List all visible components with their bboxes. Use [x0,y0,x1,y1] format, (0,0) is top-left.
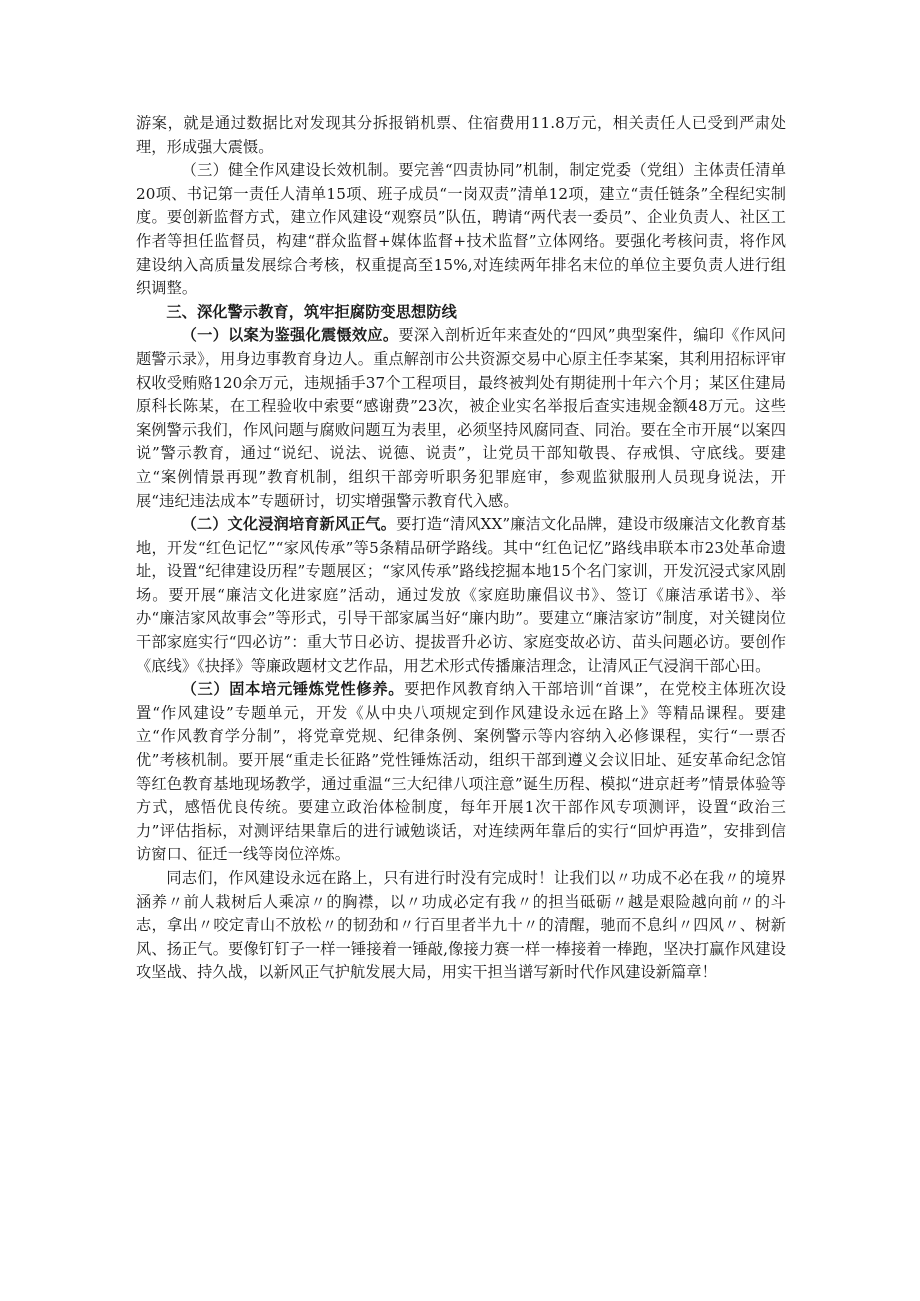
paragraph-2-3: （三）健全作风建设长效机制。要完善“四责协同”机制，制定党委（党组）主体责任清单20项、书记第一责任人清单15项、班子成员“一岗双责”清单12项，建立“责任链条”全程纪实制度。要创新监督方式，建立作风建设“观察员”队伍，聘请“两代表一委员”、企业负责人、社区工作者等担任监督员，构建“群众监督+媒体监督+技术监督”立体网络。要强化考核问责，将作风建设纳入高质量发展综合考核，权重提高至15%,对连续两年排名末位的单位主要负责人进行组织调整。 [136,161,786,298]
paragraph-3-1 [136,324,786,513]
section-3-heading: 三、深化警示教育，筑牢拒腐防变思想防线 [166,302,457,321]
paragraph-3-3 [136,678,786,867]
paragraph-3-2-body: 要打造“清风XX”廉洁文化品牌，建设市级廉洁文化教育基地，开发“红色记忆”“家风传承”等5条精品研学路线。其中“红色记忆”路线串联本市23处革命遗址，设置“纪律建设历程”专题展区；“家风传承”路线挖掘本地15个名门家训，开发沉浸式家风剧场。要开展“廉洁文化进家庭”活动，通过发放《家庭助廉倡议书》、签订《廉洁承诺书》、举办“廉洁家风故事会”等形式，引导干部家属当好“廉内助”。要建立“廉洁家访”制度，对关键岗位干部家庭实行“四必访”：重大节日必访、提拔晋升必访、家庭变故必访、苗头问题必访。要创作《底线》《抉择》等廉政题材文艺作品，用艺术形式传播廉洁理念，让清风正气浸润干部心田。 [136,515,786,675]
document-page [136,112,786,985]
paragraph-3-1-body: 要深入剖析近年来查处的“四风”典型案件，编印《作风问题警示录》，用身边事教育身边人。重点解剖市公共资源交易中心原主任李某案，其利用招标评审权收受贿赂120余万元，违规插手37个工程项目，最终被判处有期徒刑十年六个月；某区住建局原科长陈某，在工程验收中索要“感谢费”23次，被企业实名举报后查实违规金额48万元。这些案例警示我们，作风问题与腐败问题互为表里，必须坚持风腐同查、同治。要在全市开展“以案四说”警示教育，通过“说纪、说法、说德、说责”，让党员干部知敬畏、存戒惧、守底线。要建立“案例情景再现”教育机制，组织干部旁听职务犯罪庭审，参观监狱服刑人员现身说法，开展“违纪违法成本”专题研讨，切实增强警示教育代入感。 [136,326,786,510]
paragraph-3-3-body: 要把作风教育纳入干部培训“首课”，在党校主体班次设置“作风建设”专题单元，开发《从中央八项规定到作风建设永远在路上》等精品课程。要建立“作风教育学分制”，将党章党规、纪律条例、案例警示等内容纳入必修课程，实行“一票否优”考核机制。要开展“重走长征路”党性锤炼活动，组织干部到遵义会议旧址、延安革命纪念馆等红色教育基地现场教学，通过重温“三大纪律八项注意”诞生历程、模拟“进京赶考”情景体验等方式，感悟优良传统。要建立政治体检制度，每年开展1次干部作风专项测评，设置“政治三力”评估指标，对测评结果靠后的进行诫勉谈话，对连续两年靠后的实行“回炉再造”，安排到信访窗口、征迁一线等岗位淬炼。 [136,680,786,864]
paragraph-3-3-lead: （三）固本培元锤炼党性修养。 [181,680,405,699]
paragraph-closing: 同志们，作风建设永远在路上，只有进行时没有完成时！让我们以〃功成不必在我〃的境界涵养〃前人栽树后人乘凉〃的胸襟，以〃功成必定有我〃的担当砥砺〃越是艰险越向前〃的斗志，拿出〃咬定青山不放松〃的韧劲和〃行百里者半九十〃的清醒，驰而不息纠〃四风〃、树新风、扬正气。要像钉钉子一样一锤接着一锤敲,像接力赛一样一棒接着一棒跑，坚决打赢作风建设攻坚战、持久战，以新风正气护航发展大局，用实干担当谱写新时代作风建设新篇章！ [136,869,786,982]
paragraph-3-1-lead: （一）以案为鉴强化震慑效应。 [181,326,399,345]
paragraph-3-2-lead: （二）文化浸润培育新风正气。 [181,515,397,534]
paragraph-3-2 [136,513,786,678]
paragraph-intro: 游案，就是通过数据比对发现其分拆报销机票、住宿费用11.8万元，相关责任人已受到严肃处理，形成强大震慑。 [136,114,786,156]
